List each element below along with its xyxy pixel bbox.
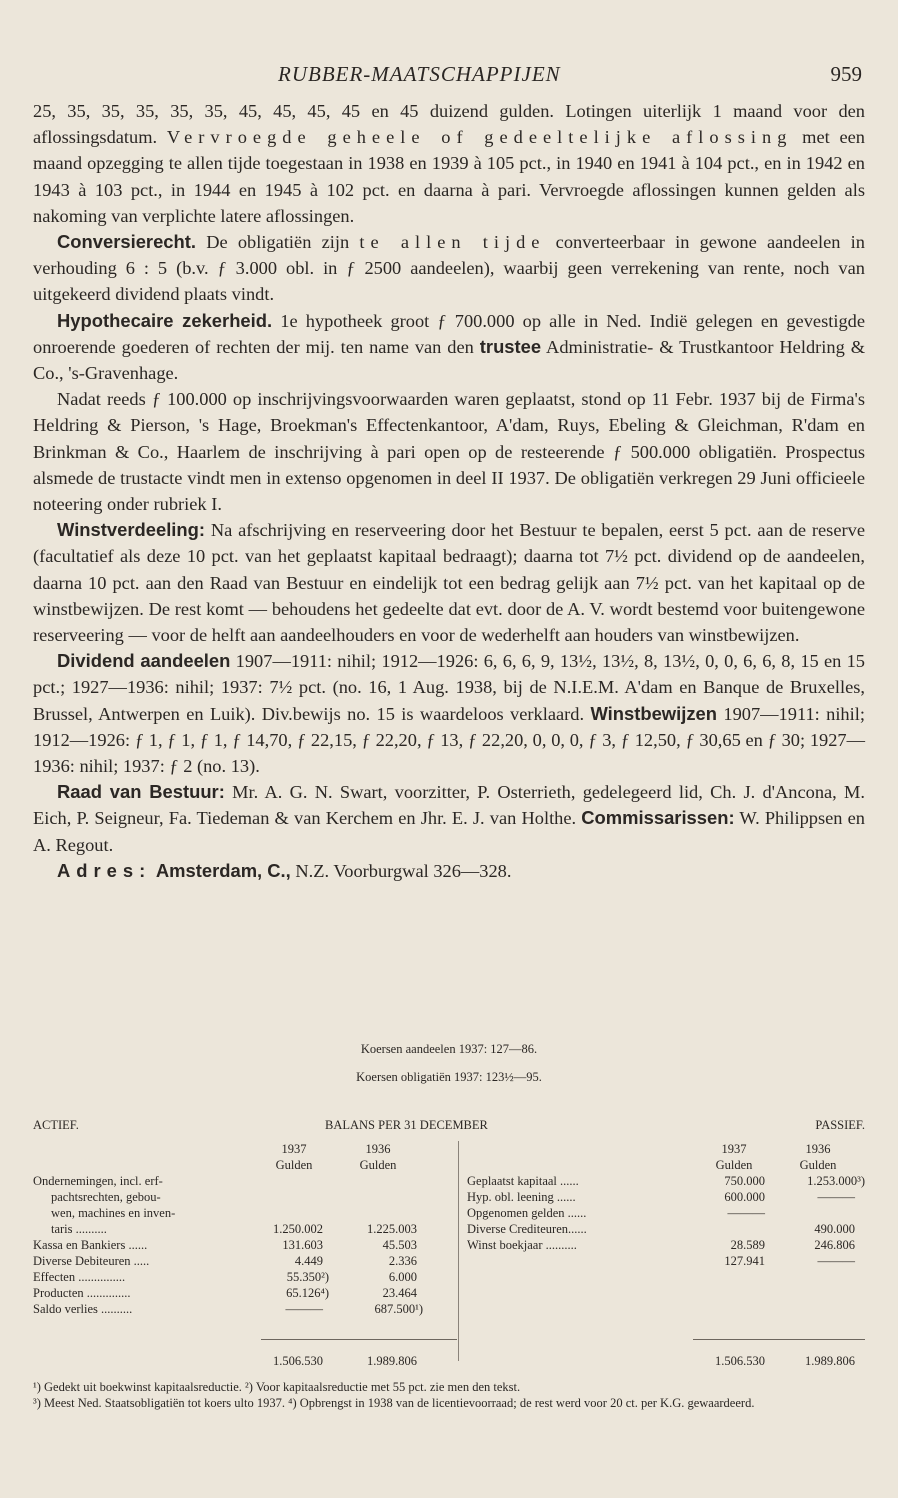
footnote-line: ¹) Gedekt uit boekwinst kapitaalsreductie. ²) Voor kapitaalsreductie met 55 pct. zie men den tekst. — [33, 1380, 521, 1394]
total-rule — [693, 1339, 865, 1340]
passief-label: Hyp. obl. leening ...... — [467, 1190, 576, 1204]
passief-value-1936: 246.806 — [814, 1238, 855, 1252]
passief-value-1936: 1.253.000³) — [807, 1174, 865, 1188]
passief-label: Opgenomen gelden ...... — [467, 1206, 587, 1220]
paragraph-conversierecht — [33, 229, 865, 308]
paragraph-text: Mr. A. G. N. Swart, voorzitter, P. Osterrieth, gedelegeerd lid, Ch. J. d'Ancona, M. Eich, P. Seigneur, Fa. Tiedeman & van Kerchem en Jhr. E. J. van Holthe. — [33, 782, 865, 829]
actief-value-1937: 55.350²) — [286, 1270, 329, 1284]
section-label: Hypothecaire zekerheid. — [57, 309, 273, 331]
passief-value-1936: 490.000 — [814, 1222, 855, 1236]
section-label: Conversierecht. — [57, 231, 197, 253]
section-label: Winstverdeeling: — [57, 519, 206, 541]
actief-total-1937: 1.506.530 — [273, 1354, 323, 1368]
actief-label: taris .......... — [51, 1222, 107, 1236]
paragraph-text: 1907—1911: nihil; 1912—1926: 6, 6, 6, 9, 13½, 13½, 8, 13½, 0, 0, 6, 6, 8, 15 en 15 pct.; 1927—1936: nihil; 1937: 7½ pct. (no. 16, 1 Aug. 1938, bij de N.I.E.M. A'dam en Banque de Bruxelles, Brussel, Antwerpen en Luik). Div.bewijs no. 15 is waardeloos verklaard. — [33, 651, 865, 724]
actief-value-1937: 131.603 — [282, 1238, 323, 1252]
paragraph-text: De obligatiën zijn — [206, 232, 350, 253]
col-year-1937: 1937 — [281, 1142, 307, 1156]
actief-value-1936: 45.503 — [382, 1238, 417, 1252]
koersen-obligatien: Koersen obligatiën 1937: 123½—95. — [356, 1070, 542, 1084]
passief-label: Diverse Crediteuren...... — [467, 1222, 587, 1236]
passief-value-1937: 600.000 — [724, 1190, 765, 1204]
running-title: RUBBER-MAATSCHAPPIJEN — [278, 62, 561, 86]
actief-caption: ACTIEF. — [33, 1118, 79, 1132]
actief-value-1937: ——— — [285, 1302, 323, 1316]
passief-value-1936: ——— — [817, 1254, 855, 1268]
section-label: Winstbewijzen — [590, 702, 717, 724]
paragraph-hypotheek — [33, 308, 865, 387]
page-number: 959 — [830, 62, 862, 86]
actief-value-1936: 1.225.003 — [367, 1222, 417, 1236]
spaced-term: te allen tijde — [359, 232, 546, 253]
actief-value-1936: 23.464 — [382, 1286, 417, 1300]
actief-label: Diverse Debiteuren ..... — [33, 1254, 150, 1268]
actief-label: Producten .............. — [33, 1286, 131, 1300]
paragraph-inschrijving: Nadat reeds ƒ 100.000 op inschrijvingsvoorwaarden waren geplaatst, stond op 11 Febr. 1937 bij de Firma's Heldring & Pierson, 's Hage, Broekman's Effectenkantoor, A'dam, Ruys, Ebeling & Gleichman, R'dam en Brinkman & Co., Haarlem de inschrijving à pari open op de resteerende ƒ 500.000 obligatiën. Prospectus alsmede de trustacte vindt men in extenso opgenomen in deel II 1937. De obligatiën verkregen 29 Juni officieele noteering onder rubriek I. — [33, 389, 865, 515]
paragraph-winstverdeeling — [33, 517, 865, 648]
paragraph-text: met een maand opzegging te allen tijde toegestaan in 1938 en 1939 à 105 pct., in 1940 en 1941 à 104 pct., en in 1942 en 1943 à 103 pct., in 1944 en 1945 à 102 pct. en daarna à pari. Vervroegde aflossingen kunnen gelden als nakoming van verplichte latere aflossingen. — [33, 127, 865, 226]
paragraph-text: N.Z. Voorburgwal 326—328. — [295, 860, 512, 881]
paragraph-text: W. Philippsen en A. Regout. — [33, 808, 865, 855]
koersen-aandeelen: Koersen aandeelen 1937: 127—86. — [360, 1042, 538, 1056]
total-rule — [261, 1339, 457, 1340]
actief-value-1937: 1.250.002 — [273, 1222, 323, 1236]
passief-label: Geplaatst kapitaal ...... — [467, 1174, 579, 1188]
paragraph-text: 25, 35, 35, 35, 35, 35, 45, 45, 45, 45 en 45 duizend gulden. Lotingen uiterlijk 1 maand voor den aflossingsdatum. — [33, 101, 865, 148]
passief-value-1937: 28.589 — [730, 1238, 765, 1252]
running-header — [0, 62, 898, 90]
section-label: trustee — [479, 335, 542, 357]
column-divider — [458, 1141, 459, 1361]
passief-value-1936: ——— — [817, 1190, 855, 1204]
paragraph-text: 1907—1911: nihil; 1912—1926: ƒ 1, ƒ 1, ƒ 1, ƒ 14,70, ƒ 22,15, ƒ 22,20, ƒ 13, ƒ 22,20, 0, 0, 0, ƒ 3, ƒ 12,50, ƒ 30,65 en ƒ 30; 1927—1936: nihil; 1937: ƒ 2 (no. 13). — [33, 703, 865, 777]
footnotes — [33, 1380, 865, 1411]
footnote-line: ³) Meest Ned. Staatsobligatiën tot koers ulto 1937. ⁴) Opbrengst in 1938 van de licentievoorraad; de rest werd voor 20 ct. per K.G. gewaardeerd. — [33, 1395, 755, 1410]
col-year-1936: 1936 — [365, 1142, 391, 1156]
actief-value-1937: 65.126⁴) — [286, 1286, 329, 1300]
balance-caption: BALANS PER 31 DECEMBER — [325, 1118, 488, 1132]
col-year-1936: 1936 — [805, 1142, 831, 1156]
spaced-term: Vervroegde geheele of gedeeltelijke aflossing — [166, 127, 793, 148]
col-unit: Gulden — [715, 1158, 753, 1172]
paragraph-adres — [33, 858, 865, 884]
actief-value-1936: 687.500¹) — [374, 1302, 423, 1316]
actief-label: Saldo verlies .......... — [33, 1302, 133, 1316]
col-unit: Gulden — [359, 1158, 397, 1172]
paragraph-text: 1e hypotheek groot ƒ 700.000 op alle in Ned. Indië gelegen en gevestigde onroerende goederen of rechten der mij. ten name van den — [33, 310, 865, 357]
passief-value-1937: ——— — [727, 1206, 765, 1220]
passief-value-1937: 750.000 — [724, 1174, 765, 1188]
address-city: Amsterdam, C., — [155, 859, 291, 881]
body-text — [33, 98, 865, 884]
passief-label: Winst boekjaar .......... — [467, 1238, 577, 1252]
passief-value-1937: 127.941 — [724, 1254, 765, 1268]
actief-label: Ondernemingen, incl. erf- — [33, 1174, 163, 1188]
actief-label: Kassa en Bankiers ...... — [33, 1238, 148, 1252]
paragraph-bestuur — [33, 779, 865, 858]
actief-label: Effecten ............... — [33, 1270, 126, 1284]
paragraph-text: converteerbaar in gewone aandeelen in verhouding 6 : 5 (b.v. ƒ 3.000 obl. in ƒ 2500 aandeelen), waarbij geen verrekening van rente, noch van uitgekeerd dividend plaats vindt. — [33, 232, 865, 305]
paragraph-text: Na afschrijving en reserveering door het Bestuur te bepalen, eerst 5 pct. aan de reserve (facultatief als deze 10 pct. van het geplaatst kapitaal bedraagt); daarna tot 7½ pct. dividend op de aandeelen, daarna 10 pct. aan den Raad van Bestuur en eindelijk tot een bedrag gelijk aan 7½ pct. van het kapitaal op de winstbewijzen. De rest komt — behoudens het gedeelte dat evt. door de A. V. wordt bestemd voor buitengewone reserveering — voor de helft aan aandeelhouders en voor de wederhelft aan houders van winstbewijzen. — [33, 520, 865, 646]
actief-value-1936: 2.336 — [388, 1254, 417, 1268]
section-label: Commissarissen: — [581, 807, 735, 829]
paragraph-text: Administratie- & Trustkantoor Heldring & Co., 's-Gravenhage. — [33, 336, 865, 384]
paragraph-aflossing — [33, 98, 865, 229]
passief-total-1937: 1.506.530 — [715, 1354, 765, 1368]
section-label: Dividend aandeelen — [57, 650, 231, 672]
actief-value-1937: 4.449 — [294, 1254, 323, 1268]
actief-label: pachtsrechten, gebou- — [51, 1190, 161, 1204]
actief-value-1936: 6.000 — [388, 1270, 417, 1284]
passief-total-1936: 1.989.806 — [805, 1354, 855, 1368]
col-year-1937: 1937 — [721, 1142, 747, 1156]
section-label: Raad van Bestuur: — [57, 781, 225, 803]
section-label: Adres: — [57, 859, 152, 881]
actief-total-1936: 1.989.806 — [367, 1354, 417, 1368]
col-unit: Gulden — [799, 1158, 837, 1172]
actief-label: wen, machines en inven- — [51, 1206, 176, 1220]
paragraph-dividend — [33, 648, 865, 779]
col-unit: Gulden — [275, 1158, 313, 1172]
passief-caption: PASSIEF. — [815, 1118, 865, 1132]
